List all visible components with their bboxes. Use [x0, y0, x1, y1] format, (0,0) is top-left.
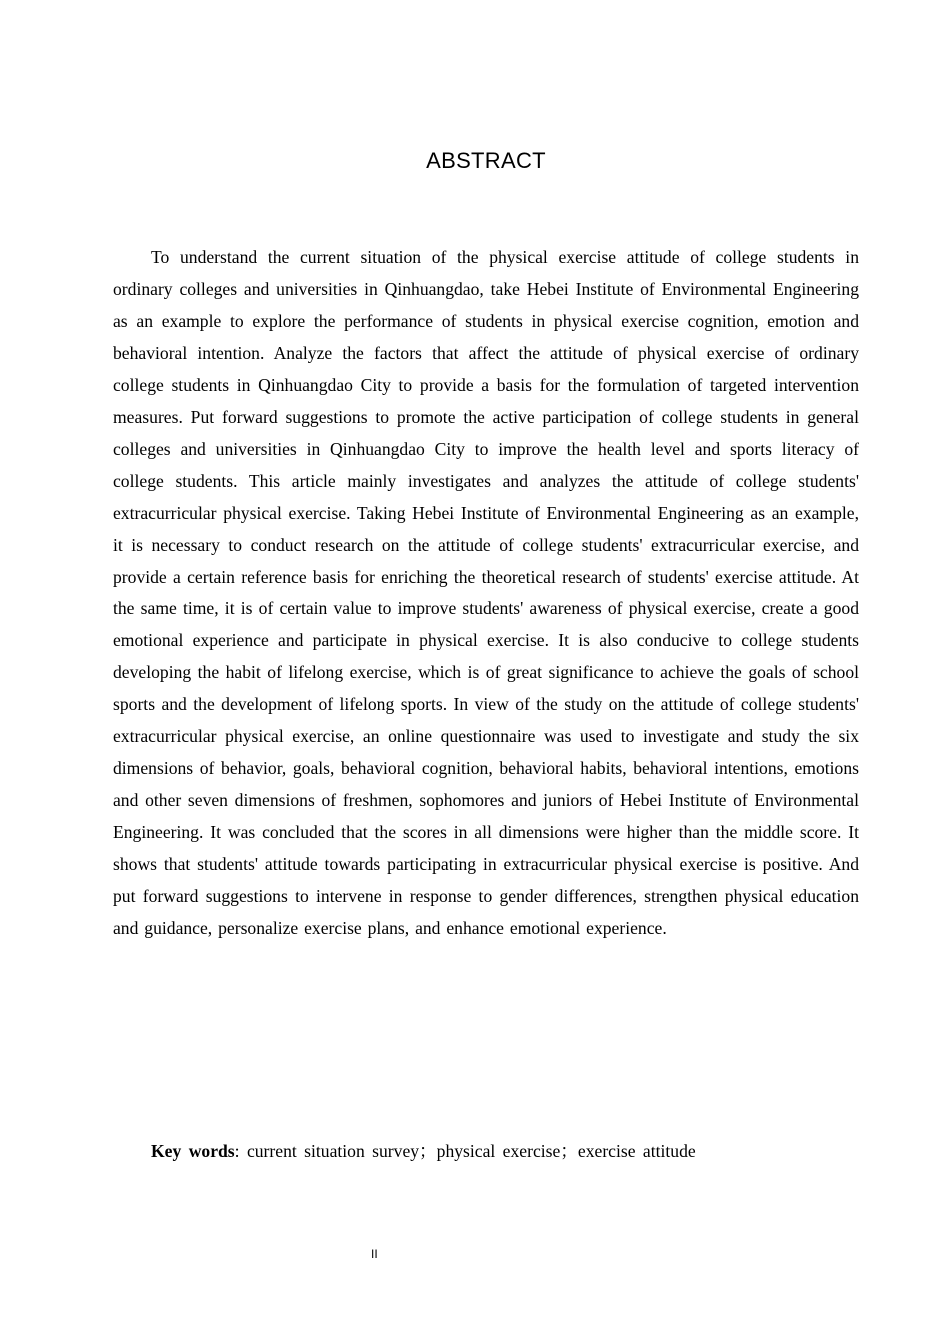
keywords-label: Key words — [151, 1141, 235, 1161]
keywords-separator: : — [234, 1141, 247, 1161]
page-number: II — [371, 1247, 378, 1261]
abstract-title: ABSTRACT — [426, 148, 546, 173]
keywords-terms: current situation survey；physical exercise；exercise attitude — [246, 1141, 696, 1161]
keywords-line — [151, 1135, 859, 1167]
abstract-body: To understand the current situation of the physical exercise attitude of college students in ordinary colleges and universities in Qinhuangdao, take Hebei Institute of Environmental Engineering as an example to explore the performance of students in physical exercise cognition, emotion and behavioral intention. Analyze the factors that affect the attitude of physical exercise of ordinary college students in Qinhuangdao City to provide a basis for the formulation of targeted intervention measures. Put forward suggestions to promote the active participation of college students in general colleges and universities in Qinhuangdao City to improve the health level and sports literacy of college students. This article mainly investigates and analyzes the attitude of college students' extracurricular physical exercise. Taking Hebei Institute of Environmental Engineering as an example, it is necessary to conduct research on the attitude of college students' extracurricular exercise, and provide a certain reference basis for enriching the theoretical research of students' exercise attitude. At the same time, it is of certain value to improve students' awareness of physical exercise, create a good emotional experience and participate in physical exercise. It is also conducive to college students developing the habit of lifelong exercise, which is of great significance to achieve the goals of school sports and the development of lifelong sports. In view of the study on the attitude of college students' extracurricular physical exercise, an online questionnaire was used to investigate and study the six dimensions of behavior, goals, behavioral cognition, behavioral habits, behavioral intentions, emotions and other seven dimensions of freshmen, sophomores and juniors of Hebei Institute of Environmental Engineering. It was concluded that the scores in all dimensions were higher than the middle score. It shows that students' attitude towards participating in extracurricular physical exercise is positive. And put forward suggestions to intervene in response to gender differences, strengthen physical education and guidance, personalize exercise plans, and enhance emotional experience. — [113, 247, 859, 939]
